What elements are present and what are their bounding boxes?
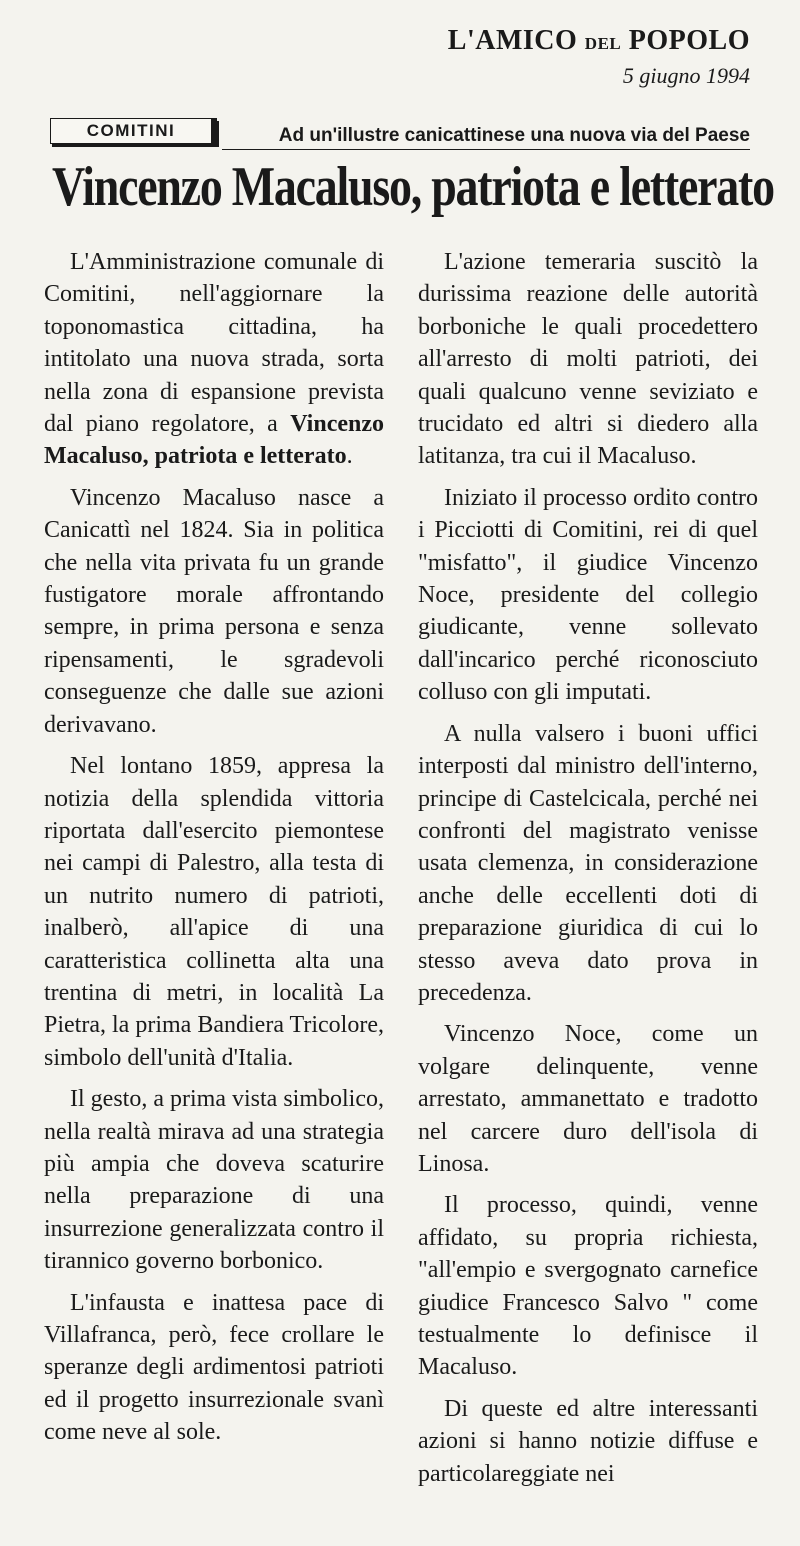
paragraph: [44, 246, 384, 473]
paragraph: Di queste ed altre interessanti azioni si hanno notizie diffuse e particolareggiate nei: [418, 1395, 758, 1487]
newspaper-name-part2: POPOLO: [621, 25, 750, 56]
paragraph: L'azione temeraria suscitò la durissima reazione delle autorità borboniche le quali procedettero all'arresto di molti patrioti, dei quali qualcuno venne seviziato e trucidato ed altri si diedero alla latitanza, tra cui il Macaluso.: [418, 249, 758, 470]
paragraph: Iniziato il processo ordito contro i Picciotti di Comitini, rei di quel "misfatto", il giudice Vincenzo Noce, presidente del collegio giudicante, venne sollevato dall'incarico perché riconosciuto colluso con gli imputati.: [418, 484, 758, 706]
section-label: COMITINI: [50, 118, 217, 144]
paragraph: Vincenzo Macaluso nasce a Canicattì nel 1824. Sia in politica che nella vita privata fu un grande fustigatore morale affrontando sempre, in prima persona e senza ripensamenti, le sgradevoli conseguenze che dalle sue azioni derivavano.: [44, 484, 384, 738]
article-kicker: Ad un'illustre canicattinese una nuova via del Paese: [278, 125, 750, 146]
publication-date: 5 giugno 1994: [622, 63, 750, 88]
paragraph: Il processo, quindi, venne affidato, su propria richiesta, "all'empio e svergognato carnefice giudice Francesco Salvo " come testualmente lo definisce il Macaluso.: [418, 1192, 758, 1381]
paragraph-text: L'Amministrazione comunale di Comitini, nell'aggiornare la toponomastica cittadina, ha intitolato una nuova strada, sorta nella zona di espansione prevista dal piano regolatore, a: [44, 249, 384, 438]
kicker-row: [50, 118, 750, 152]
paragraph: Vincenzo Noce, come un volgare delinquente, venne arrestato, ammanettato e tradotto nel carcere duro dell'isola di Linosa.: [418, 1021, 758, 1177]
newspaper-name-del: DEL: [584, 34, 622, 53]
paragraph: Il gesto, a prima vista simbolico, nella realtà mirava ad una strategia più ampia che doveva scaturire nella preparazione di una insurrezione generalizzata contro il tirannico governo borbonico.: [44, 1086, 384, 1275]
newspaper-name: [448, 24, 750, 61]
article-column-right: [418, 246, 758, 1499]
masthead: [448, 24, 750, 89]
article-column-left: [44, 246, 384, 1458]
paragraph-bold-text: Vincenzo Macaluso, patriota e letterato: [44, 411, 384, 470]
kicker-rule: [222, 149, 750, 150]
newspaper-name-part1: L'AMICO: [447, 25, 585, 56]
article-headline: Vincenzo Macaluso, patriota e letterato: [52, 156, 774, 218]
paragraph-text: .: [346, 443, 353, 470]
paragraph: A nulla valsero i buoni uffici interposti dal ministro dell'interno, principe di Castelcicala, perché nei confronti del magistrato venisse usata clemenza, in considerazione anche delle eccellenti doti di preparazione giuridica di cui lo stesso aveva dato prova in precedenza.: [418, 720, 758, 1006]
paragraph: Nel lontano 1859, appresa la notizia della splendida vittoria riportata dall'esercito piemontese nei campi di Palestro, alla testa di un nutrito numero di patrioti, inalberò, all'apice di una caratteristica collinetta alta una trentina di metri, in località La Pietra, la prima Bandiera Tricolore, simbolo dell'unità d'Italia.: [44, 753, 384, 1071]
paragraph: L'infausta e inattesa pace di Villafranca, però, fece crollare le speranze degli ardimentosi patrioti ed il progetto insurrezionale svanì come neve al sole.: [44, 1289, 384, 1446]
